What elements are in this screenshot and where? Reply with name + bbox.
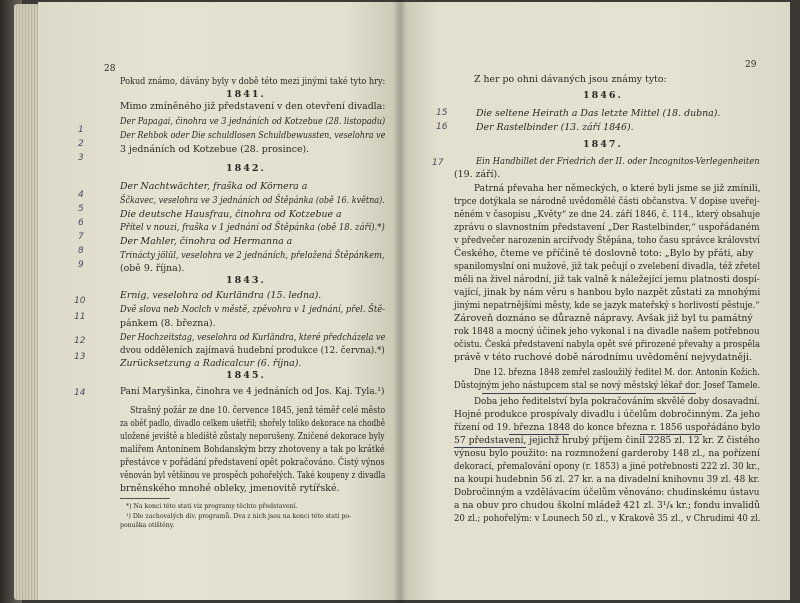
- body-line: trpce dotýkala se národně uvědomělé části občanstva. V dopise uveřej-: [454, 196, 760, 207]
- body-line: Českého, čteme ve příčině té doslovně toto: „Bylo by přáti, aby: [454, 248, 754, 259]
- year-heading: 1847.: [583, 139, 623, 150]
- body-line: uložené jeviště a hlediště zůstaly neporušeny. Zničené dekorace byly: [120, 431, 385, 442]
- body-line: Zároveň doznáno se důrazně nápravy. Avšak již byl tu památný: [454, 313, 753, 324]
- body-line: Hojné produkce prospívaly divadlu i účelům dobročinným. Za jeho: [454, 409, 760, 420]
- body-line: Dobročinným a vzdělávacím účelům věnováno: chudinskému ústavu: [454, 487, 760, 498]
- year-heading: 1842.: [226, 163, 266, 174]
- entry-line: Der Papagai, činohra ve 3 jednáních od Kotzebue (28. listopadu): [120, 116, 386, 127]
- entry-line: Der Nachtwächter, fraška od Körnera a: [120, 181, 308, 192]
- body-line: Důstojným jeho nástupcem stal se nový městský lékař dor. Josef Tamele.: [454, 380, 761, 391]
- body-line: dekorací, přemalování opony (r. 1853) a jiné potřebnosti 222 zl. 30 kr.,: [454, 461, 760, 472]
- footnote: *) Na konci této stati viz programy těchto představení.: [126, 503, 298, 510]
- entry-line: Die seltene Heirath a Das letzte Mittel (18. dubna).: [476, 108, 721, 119]
- body-line: v předvečer narozenin arciřvody Štěpána, toho času správce království: [454, 235, 760, 246]
- body-line: spanilomyslní oni mužové, již tak pečují o zvelebení divadla, též zřetel: [454, 261, 761, 272]
- entry-line: Zurücksetzung a Radicalcur (6. října).: [120, 358, 302, 369]
- entry-line: 3 jednáních od Kotzebue (28. prosince).: [120, 144, 310, 155]
- footnote: ponuška otištěny.: [120, 522, 175, 529]
- body-line: Strašný požár ze dne 10. července 1845, jenž téměř celé město: [130, 405, 386, 416]
- body-line: měli na živel národní, již tak valně k náležející jemu platnosti dospí-: [454, 274, 760, 285]
- intro-line: Pokud známo, dávány byly v době této mezi jinými také tyto hry:: [120, 76, 386, 87]
- body-line: vající, jinak by nám věru s hanbou bylo nazpět zůstati za mnohými: [454, 287, 761, 298]
- footnote: ¹) Dle zachovalých div. programů. Dva z nich jsou na konci této stati po-: [126, 513, 352, 520]
- entry-line: (obě 9. října).: [120, 263, 185, 274]
- entry-line: (19. září).: [454, 169, 501, 180]
- entry-line: Der Rastelbinder (13. září 1846).: [476, 122, 634, 133]
- entry-line: Přítel v nouzi, fraška v 1 jednání od Štěpánka (obě 18. září).*): [120, 222, 385, 233]
- page-number: 29: [745, 60, 757, 70]
- body-line: Patrná převaha her německých, o které byli jsme se již zmínili,: [474, 183, 761, 194]
- margin-note: 9: [78, 260, 84, 270]
- body-line: přestávce v pořádání představení opět pokračováno. Čistý výnos: [120, 457, 385, 468]
- margin-note: 3: [78, 153, 84, 163]
- body-line: Doba jeho ředitelství byla pokračováním skvělé doby dosavadní.: [474, 396, 760, 407]
- body-line: něném v časopisu „Květy“ ze dne 24. září 1846, č. 114., který obsahuje: [454, 209, 760, 220]
- entry-line: Paní Maryšinka, činohra ve 4 jednáních od Jos. Kaj. Tyla.¹): [120, 386, 385, 397]
- body-line: výnosu bylo použito: na rozmnožení garderoby 148 zl., na pořízení: [454, 448, 760, 459]
- book-gutter: [393, 0, 407, 603]
- body-line: právě v této ruchové době národnímu uvědomění nejvydatněji.: [454, 352, 752, 363]
- margin-note: 1: [78, 125, 84, 135]
- year-heading: 1843.: [226, 275, 266, 286]
- margin-note: 17: [432, 158, 444, 168]
- footnote-rule: [120, 498, 170, 499]
- page-number: 28: [104, 64, 116, 74]
- entry-line: Der Hochzeitstag, veselohra od Kurländra, které předcházela ve: [120, 332, 386, 343]
- pen-underline: [482, 393, 696, 394]
- body-line: 20 zl.; pohořelým: v Lounech 50 zl., v Krakově 35 zl., v Chrudimi 40 zl.: [454, 513, 761, 524]
- body-line: brněnského mnohé obleky, jmenovitě rytířské.: [120, 483, 340, 494]
- entry-line: Mimo zmíněného již představení v den otevření divadla:: [120, 101, 386, 112]
- margin-note: 5: [78, 204, 84, 214]
- margin-note: 15: [436, 108, 448, 118]
- year-heading: 1845.: [226, 370, 266, 381]
- body-line: jinými nepatrnějšími městy, kde se jazyk mateřský s horlivostí pěstuje.“: [454, 300, 760, 311]
- margin-note: 7: [78, 232, 84, 242]
- body-line: očistu. Česká představení nabyla opět své přirozené převahy a prospěla: [454, 339, 761, 350]
- margin-note: 10: [74, 296, 86, 306]
- body-line: za oběť padlo, divadlo celkem ušetřil; shořely toliko dekorace na chodbě: [120, 418, 386, 429]
- body-line: 57 představení, jejichž hrubý příjem činil 2285 zl. 12 kr. Z čistého: [454, 435, 760, 446]
- entry-line: Der Mahler, činohra od Hermanna a: [120, 236, 293, 247]
- margin-note: 2: [78, 139, 84, 149]
- body-line: malířem Antonínem Bohdanským brzy zhotoveny a tak po krátké: [120, 444, 385, 455]
- margin-note: 6: [78, 218, 84, 228]
- entry-line: Trinácty jölül, veselohra ve 2 jednáních, přeložená Štěpánkem,: [120, 250, 385, 261]
- body-line: na koupi hudebnin 56 zl. 27 kr. a na divadelní knihovnu 39 zl. 48 kr.: [454, 474, 760, 485]
- entry-line: Ein Handbillet der Friedrich der II. oder Incognitos-Verlegenheiten: [476, 156, 760, 167]
- entry-line: Die deutsche Hausfrau, činohra od Kotzebue a: [120, 209, 342, 220]
- entry-line: Der Rehbok oder Die schuldlosen Schuldbewussten, veselohra ve: [120, 130, 386, 141]
- margin-note: 4: [78, 190, 84, 200]
- body-line: řízení od 19. března 1848 do konce března r. 1856 uspořádáno bylo: [454, 422, 761, 433]
- entry-line: dvou odděleních zajímavá hudební produkce (12. června).*): [120, 345, 385, 356]
- entry-line: Dvě slova neb Noclch v městě, zpěvohra v 1 jednání, přel. Ště-: [120, 304, 386, 315]
- margin-note: 14: [74, 388, 86, 398]
- entry-line: Ščkavec, veselohra ve 3 jednáních od Štěpánka (obě 16. května).: [120, 195, 385, 206]
- margin-note: 16: [436, 122, 448, 132]
- margin-note: 8: [78, 246, 84, 256]
- margin-note: 13: [74, 352, 86, 362]
- body-line: Dne 12. března 1848 zemřel zasloužilý ředitel M. dor. Antonín Kožich.: [474, 367, 760, 378]
- body-line: zprávu o slavnostním představení „Der Rastelbinder,“ uspořádaném: [454, 222, 760, 233]
- margin-note: 11: [74, 312, 86, 322]
- entry-line: Ernig, veselohra od Kurländra (15. ledna).: [120, 290, 322, 301]
- body-line: rok 1848 a mocný účinek jeho vykonal i na divadle našem potřebnou: [454, 326, 760, 337]
- body-line: věnován byl většinou ve prospěch pohořelých. Také koupeny z divadla: [120, 470, 386, 481]
- entry-line: pánkem (8. března).: [120, 318, 216, 329]
- body-line: a na obuv pro chudou školní mládež 421 zl. 3¹/₄ kr.; fondu invalidů: [454, 500, 760, 511]
- margin-note: 12: [74, 336, 86, 346]
- year-heading: 1841.: [226, 89, 266, 100]
- right-background: [790, 0, 800, 603]
- intro-line: Z her po ohni dávaných jsou známy tyto:: [474, 74, 667, 85]
- year-heading: 1846.: [583, 90, 623, 101]
